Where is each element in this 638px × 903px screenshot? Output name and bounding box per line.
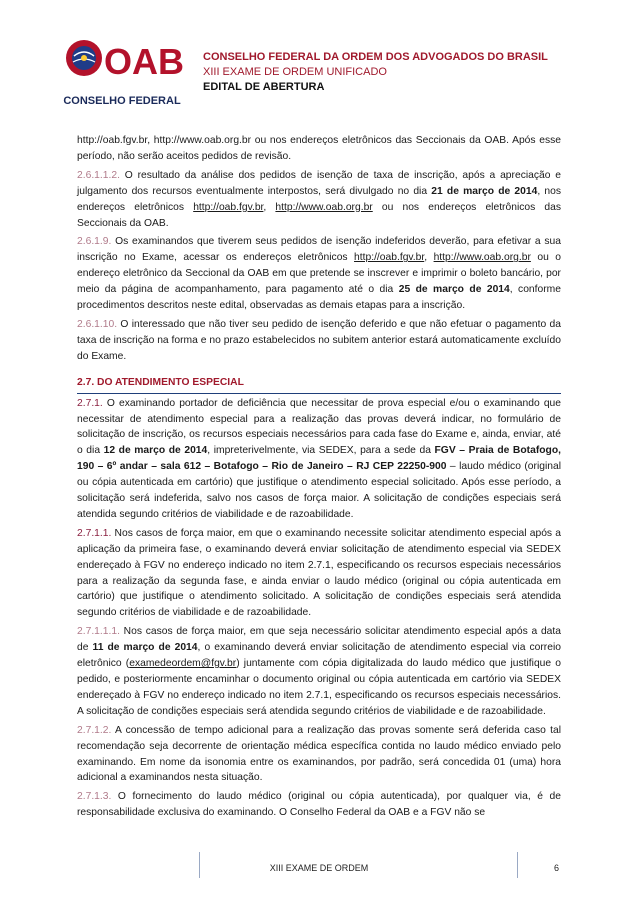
link-fgv[interactable]: http://oab.fgv.br bbox=[354, 252, 425, 264]
paragraph-text: ou o endereço eletrônico da Seccional da OAB em que pretende se inscrever e imprimir o boleto bancário, por meio da página de acompanhamento, para pagamento até o dia bbox=[77, 252, 561, 296]
header-line-2: XIII EXAME DE ORDEM UNIFICADO bbox=[203, 66, 387, 78]
paragraph-text: Nos casos de força maior, em que o examinando necessite solicitar atendimento especial após a aplicação da primeira fase, o examinando deverá enviar solicitação de atendimento especial via SEDEX endereçado à FGV no endereço indicado no item 2.7.1, especificando os recursos especiais necessários para a realização da segunda fase, e ainda enviar o laudo médico (original ou cópia autenticada em cartório) que justifique o atendimento solicitado. A solicitação de condições especiais será atendida segundo critérios de viabilidade e de razoabilidade. bbox=[77, 527, 561, 619]
date-text: 25 de março de 2014 bbox=[398, 284, 510, 296]
page-header bbox=[60, 28, 580, 118]
paragraph-2-7-1 bbox=[77, 396, 561, 523]
item-number: 2.7.1.2. bbox=[77, 724, 112, 736]
header-line-3: EDITAL DE ABERTURA bbox=[203, 81, 325, 93]
link-fgv[interactable]: http://oab.fgv.br bbox=[193, 201, 264, 213]
date-text: 12 de março de 2014 bbox=[103, 445, 208, 457]
paragraph-2-7-1-2 bbox=[77, 723, 561, 787]
item-number: 2.7.1.1.1. bbox=[77, 626, 120, 638]
paragraph-text: A concessão de tempo adicional para a realização das provas somente será deferida caso tal recomendação seja decorrente de orientação médica específica contida no laudo médico enviado pelo examinando. Em nome da isonomia entre os examinandos, por padrão, será concedida 01 (uma) hora adicional a examinandos nesta situação. bbox=[77, 724, 561, 784]
header-line-1: CONSELHO FEDERAL DA ORDEM DOS ADVOGADOS DO BRASIL bbox=[203, 51, 548, 63]
item-number: 2.7.1.3. bbox=[77, 791, 112, 803]
paragraph-text: , impreterivelmente, via SEDEX, para a sede da bbox=[207, 445, 435, 457]
paragraph-text: O interessado que não tiver seu pedido de isenção deferido e que não efetuar o pagamento da taxa de inscrição na forma e no prazo estabelecidos no subitem anterior estará automaticamente excluído do Exame. bbox=[77, 318, 561, 362]
link-oab[interactable]: http://www.oab.org.br bbox=[275, 201, 373, 213]
header-text bbox=[203, 50, 548, 95]
paragraph-text: ) juntamente com cópia digitalizada do laudo médico que justifique o pedido, e posteriormente encaminhar o documento original ou cópia autenticada em cartório via SEDEX endereçado à FGV no endereço indicado no item 2.7.1, especificando os recursos especiais necessários. A solicitação de condições especiais será atendida segundo critérios de viabilidade e de razoabilidade. bbox=[77, 658, 561, 717]
paragraph-text: O resultado da análise dos pedidos de isenção de taxa de inscrição, após a apreciação e julgamento dos recursos eventualmente interpostos, será divulgado no dia bbox=[77, 169, 561, 197]
paragraph-text: http://oab.fgv.br, http://www.oab.org.br ou nos endereços eletrônicos das Seccionais da OAB. Após esse período, não serão aceitos pedidos de revisão. bbox=[77, 135, 561, 162]
logo-subtitle: CONSELHO FEDERAL bbox=[63, 95, 181, 107]
paragraph-text: Nos casos de força maior, em que seja necessário solicitar atendimento especial após a data de bbox=[77, 626, 561, 654]
item-number: 2.7.1. bbox=[77, 397, 103, 409]
paragraph-2-6-1-1-2 bbox=[77, 168, 561, 232]
footer-title: XIII EXAME DE ORDEM bbox=[269, 863, 369, 873]
paragraph-text: O fornecimento do laudo médico (original ou cópia autenticada), por qualquer via, é de responsabilidade exclusiva do examinando. O Conselho Federal da OAB e a FGV não se bbox=[77, 791, 561, 819]
oab-logo bbox=[60, 28, 185, 112]
paragraph-2-7-1-1 bbox=[77, 526, 561, 621]
link-oab[interactable]: http://www.oab.org.br bbox=[433, 252, 531, 264]
paragraph-text: , nos endereços eletrônicos bbox=[77, 185, 561, 213]
separator-text: , bbox=[424, 252, 434, 264]
item-number: 2.6.1.10. bbox=[77, 318, 118, 330]
logo-emblem-icon bbox=[66, 40, 102, 76]
paragraph-text: , conforme procedimentos descritos neste edital, observadas as demais etapas para a inscrição. bbox=[77, 284, 561, 312]
email-link[interactable]: examedeordem@fgv.br bbox=[129, 658, 237, 670]
section-heading: 2.7. DO ATENDIMENTO ESPECIAL bbox=[77, 375, 561, 394]
paragraph-2-6-1-9 bbox=[77, 234, 561, 314]
paragraph-2-7-1-3 bbox=[77, 789, 561, 821]
paragraph-text: – laudo médico (original ou cópia autenticada em cartório) que justifique o atendimento especial solicitado. Após esse período, a solicitação será indeferida, salvo nos casos de força maior. A solicitação de condições especiais será atendida segundo critérios de viabilidade e de razoabilidade. bbox=[77, 461, 562, 520]
paragraph-text: Os examinandos que tiverem seus pedidos de isenção indeferidos deverão, para efetivar a sua inscrição no Exame, acessar os endereços eletrônicos bbox=[77, 236, 561, 264]
separator-text: , bbox=[263, 201, 276, 213]
date-text: 11 de março de 2014 bbox=[92, 642, 198, 654]
paragraph-continuation bbox=[77, 133, 561, 165]
page-number: 6 bbox=[553, 863, 559, 873]
address-text: FGV – Praia de Botafogo, 190 – 6º andar – sala 612 – Botafogo – Rio de Janeiro – RJ CEP 22250-900 bbox=[77, 445, 561, 473]
item-number: 2.7.1.1. bbox=[77, 527, 112, 539]
item-number: 2.6.1.9. bbox=[77, 236, 112, 248]
logo-wordmark: OAB bbox=[104, 41, 184, 82]
date-text: 21 de março de 2014 bbox=[431, 185, 538, 197]
paragraph-text: O examinando portador de deficiência que necessitar de prova especial e/ou o examinando que necessitar de atendimento especial para a realização das provas deverá indicar, no formulário de solicitação de inscrição, os recursos especiais necessários para cada fase do Exame e, ainda, enviar, até o dia bbox=[77, 397, 561, 457]
item-number: 2.6.1.1.2. bbox=[77, 169, 120, 181]
paragraph-text: , o examinando deverá enviar solicitação de atendimento especial via correio eletrônico ( bbox=[77, 642, 561, 670]
page-footer bbox=[77, 850, 561, 878]
document-body bbox=[77, 133, 561, 824]
paragraph-text: ou nos endereços eletrônicos das Seccionais da OAB. bbox=[77, 201, 562, 229]
paragraph-2-7-1-1-1 bbox=[77, 624, 561, 719]
paragraph-2-6-1-10 bbox=[77, 317, 561, 365]
